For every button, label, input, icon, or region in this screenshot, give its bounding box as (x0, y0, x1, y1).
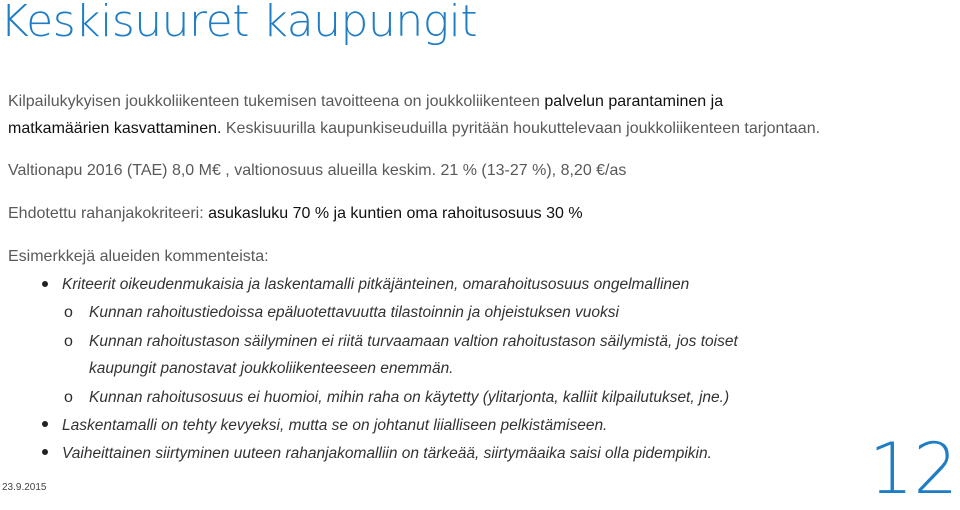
page-number: 12 (868, 428, 958, 510)
sub-bullet-item-1: Kunnan rahoitustiedoissa epäluotettavuutta tilastoinnin ja ohjeistuksen vuoksi (89, 304, 619, 321)
paragraph-1-emphasis: palvelun parantaminen ja (544, 93, 724, 110)
sub-bullet-marker: o (64, 304, 73, 321)
paragraph-3-emphasis: asukasluku 70 % ja kuntien oma rahoitusosuus 30 % (208, 205, 583, 222)
sub-bullet-item-2: Kunnan rahoitustason säilyminen ei riitä turvaamaan valtion rahoitustason säilymistä, jos toiset (89, 333, 738, 350)
bullet-item-2: Laskentamalli on tehty kevyeksi, mutta se on johtanut liialliseen pelkistämiseen. (62, 417, 608, 434)
paragraph-1-text-a: Kilpailukykyisen joukkoliikenteen tukemisen tavoitteena on joukkoliikenteen (8, 93, 545, 110)
paragraph-3-text: Ehdotettu rahanjakokriteeri: (8, 205, 209, 222)
sub-bullet-marker: o (64, 389, 73, 406)
slide-date: 23.9.2015 (2, 482, 47, 493)
paragraph-4: Esimerkkejä alueiden kommenteista: (8, 248, 269, 265)
paragraph-1-text-b: Keskisuurilla kaupunkiseuduilla pyritään houkuttelevaan joukkoliikenteen tarjontaan. (221, 120, 821, 137)
bullet-dot (42, 421, 48, 427)
paragraph-1-emphasis-2: matkamäärien kasvattaminen. (8, 120, 222, 137)
bullet-item-3: Vaiheittainen siirtyminen uuteen rahanjakomalliin on tärkeää, siirtymäaika saisi olla pidempikin. (62, 445, 712, 462)
bullet-item-1: Kriteerit oikeudenmukaisia ja laskentamalli pitkäjänteinen, omarahoitusosuus ongelmallinen (62, 276, 690, 293)
paragraph-1 (8, 88, 820, 142)
sub-bullet-item-3: Kunnan rahoitusosuus ei huomioi, mihin raha on käytetty (ylitarjonta, kalliit kilpailutukset, jne.) (89, 389, 730, 406)
paragraph-3 (8, 200, 583, 227)
paragraph-2: Valtionapu 2016 (TAE) 8,0 M€ , valtionosuus alueilla keskim. 21 % (13-27 %), 8,20 €/as (8, 162, 627, 179)
sub-bullet-item-2-cont: kaupungit panostavat joukkoliikenteeseen enemmän. (89, 360, 454, 377)
sub-bullet-marker: o (64, 333, 73, 350)
bullet-dot (42, 281, 48, 287)
page-title: Keskisuuret kaupungit (0, 0, 478, 47)
bullet-dot (42, 449, 48, 455)
